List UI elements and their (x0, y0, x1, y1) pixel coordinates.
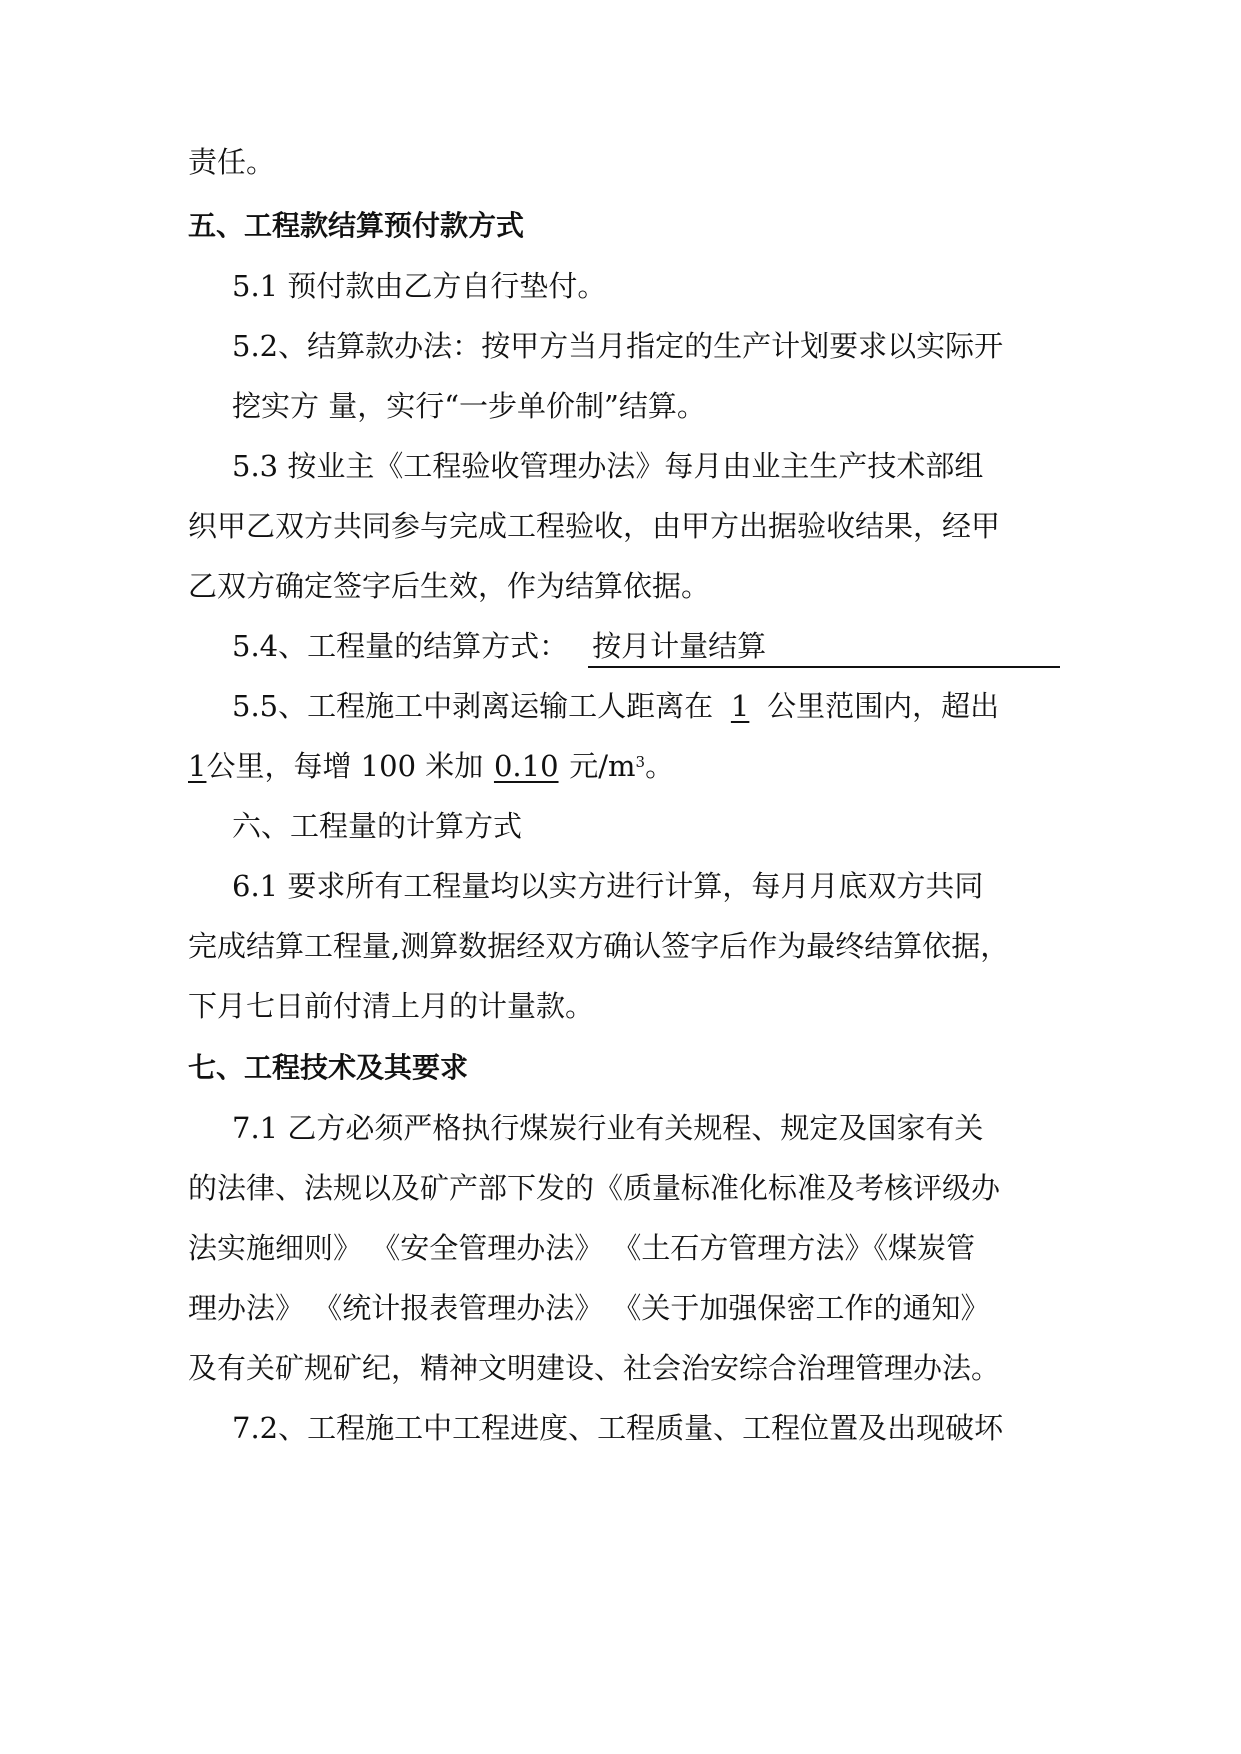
p55b-mid: 公里，每增 100 米加 (206, 749, 484, 783)
paragraph-5-4 (232, 626, 766, 666)
price-unit: 元/m (569, 749, 636, 783)
paragraph-6-1-line2: 完成结算工程量,测算数据经双方确认签字后作为最终结算依据， (188, 929, 1010, 963)
unit-superscript: 3 (635, 753, 646, 771)
exceed-distance-value: 1 (188, 749, 207, 783)
distance-value: 1 (730, 689, 750, 723)
paragraph-7-1-line1: 7.1 乙方必须严格执行煤炭行业有关规程、规定及国家有关 (232, 1111, 984, 1145)
p55b-end: 。 (645, 749, 675, 783)
paragraph-7-1-line3: 法实施细则》 《安全管理办法》 《土石方管理方法》《煤炭管 (188, 1231, 975, 1265)
section-heading-6: 六、工程量的计算方式 (232, 809, 523, 843)
text-line: 责任。 (188, 145, 276, 179)
paragraph-5-3-line1: 5.3 按业主《工程验收管理办法》每月由业主生产技术部组 (232, 449, 984, 483)
paragraph-5-5-line1 (232, 686, 999, 726)
section-heading-5: 五、工程款结算预付款方式 (188, 209, 525, 242)
paragraph-5-1: 5.1 预付款由乙方自行垫付。 (232, 269, 607, 303)
paragraph-5-5-line2 (188, 746, 674, 786)
settlement-method-underline (588, 666, 1060, 668)
paragraph-5-3-line3: 乙双方确定签字后生效，作为结算依据。 (188, 569, 711, 603)
paragraph-6-1-line3: 下月七日前付清上月的计量款。 (188, 989, 595, 1023)
settlement-method-value: 按月计量结算 (592, 629, 767, 663)
paragraph-7-2-line1: 7.2、工程施工中工程进度、工程质量、工程位置及出现破坏 (232, 1411, 1004, 1445)
section-heading-7: 七、工程技术及其要求 (188, 1051, 469, 1084)
p55-prefix: 5.5、工程施工中剥离运输工人距离在 (232, 689, 714, 723)
paragraph-7-1-line4: 理办法》 《统计报表管理办法》 《关于加强保密工作的通知》 (188, 1291, 990, 1325)
p54-prefix: 5.4、工程量的结算方式： (232, 629, 569, 663)
paragraph-5-2-line2: 挖实方 量，实行“一步单价制”结算。 (232, 389, 706, 423)
paragraph-5-3-line2: 织甲乙双方共同参与完成工程验收，由甲方出据验收结果，经甲 (188, 509, 1001, 543)
p55-mid: 公里范围内，超出 (767, 689, 1000, 723)
paragraph-7-1-line5: 及有关矿规矿纪，精神文明建设、社会治安综合治理管理办法。 (188, 1351, 1001, 1385)
paragraph-5-2-line1: 5.2、结算款办法：按甲方当月指定的生产计划要求以实际开 (232, 329, 1004, 363)
paragraph-7-1-line2: 的法律、法规以及矿产部下发的《质量标准化标准及考核评级办 (188, 1171, 1001, 1205)
price-increment-value: 0.10 (493, 749, 559, 783)
paragraph-6-1-line1: 6.1 要求所有工程量均以实方进行计算，每月月底双方共同 (232, 869, 984, 903)
